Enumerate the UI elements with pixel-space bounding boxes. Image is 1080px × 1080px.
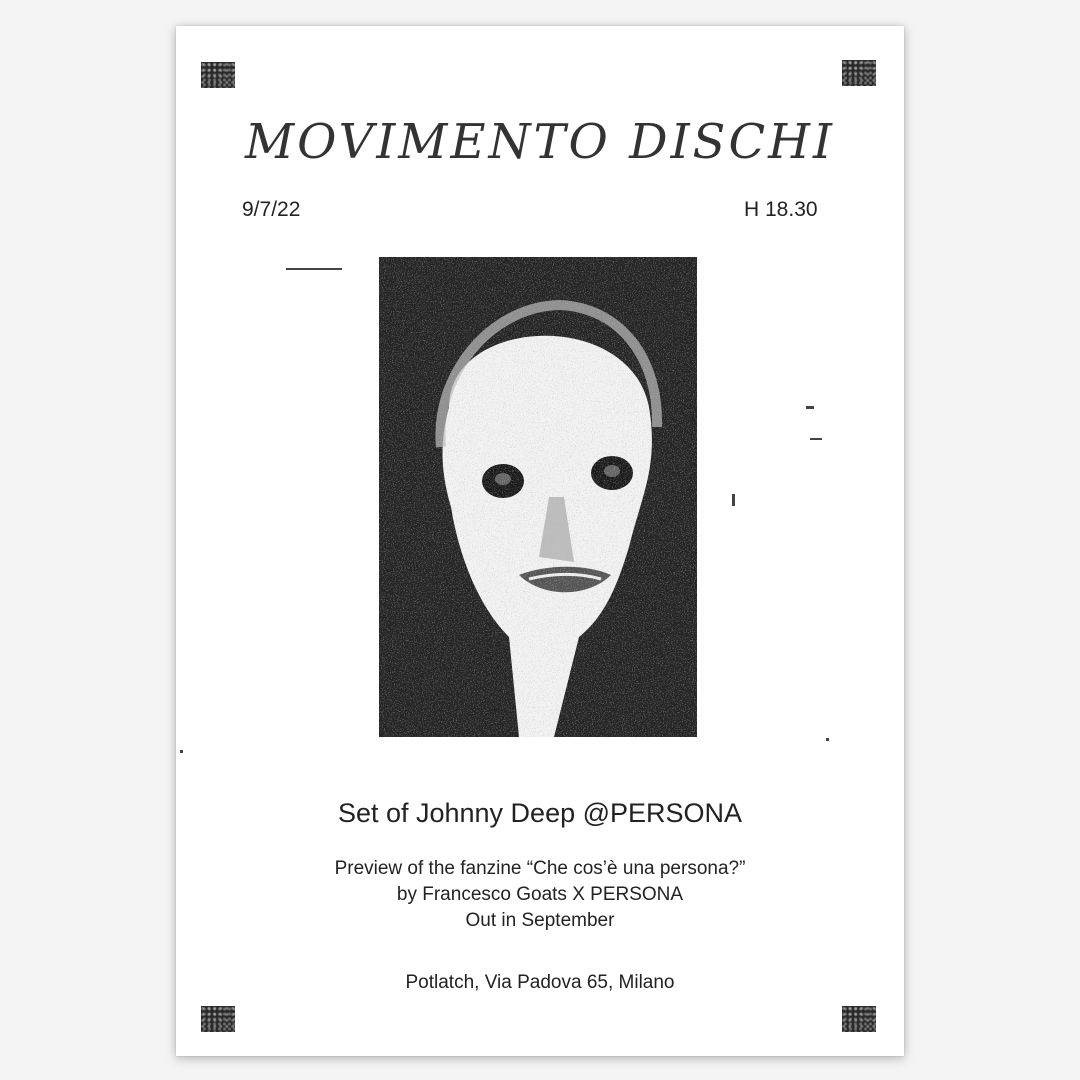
copy-speck xyxy=(286,268,342,270)
copy-speck xyxy=(810,438,822,440)
registration-mark-top-left xyxy=(201,62,235,88)
photocopied-face-image xyxy=(379,257,697,737)
info-line: Preview of the fanzine “Che cos’è una persona?” xyxy=(334,858,746,879)
poster-title: MOVIMENTO DISCHI xyxy=(245,114,835,170)
info-line: Out in September xyxy=(465,910,615,931)
event-date: 9/7/22 xyxy=(242,198,301,221)
copy-speck xyxy=(180,750,183,753)
copy-speck xyxy=(826,738,829,741)
copy-speck xyxy=(732,494,735,506)
fanzine-info xyxy=(176,856,904,934)
set-announcement: Set of Johnny Deep @PERSONA xyxy=(337,798,743,828)
event-time: H 18.30 xyxy=(744,198,818,221)
registration-mark-top-right xyxy=(842,60,876,86)
venue-address: Potlatch, Via Padova 65, Milano xyxy=(405,972,675,993)
registration-mark-bottom-left xyxy=(201,1006,235,1032)
poster-sheet xyxy=(176,26,904,1056)
info-line: by Francesco Goats X PERSONA xyxy=(396,884,684,905)
registration-mark-bottom-right xyxy=(842,1006,876,1032)
copy-speck xyxy=(806,406,814,409)
